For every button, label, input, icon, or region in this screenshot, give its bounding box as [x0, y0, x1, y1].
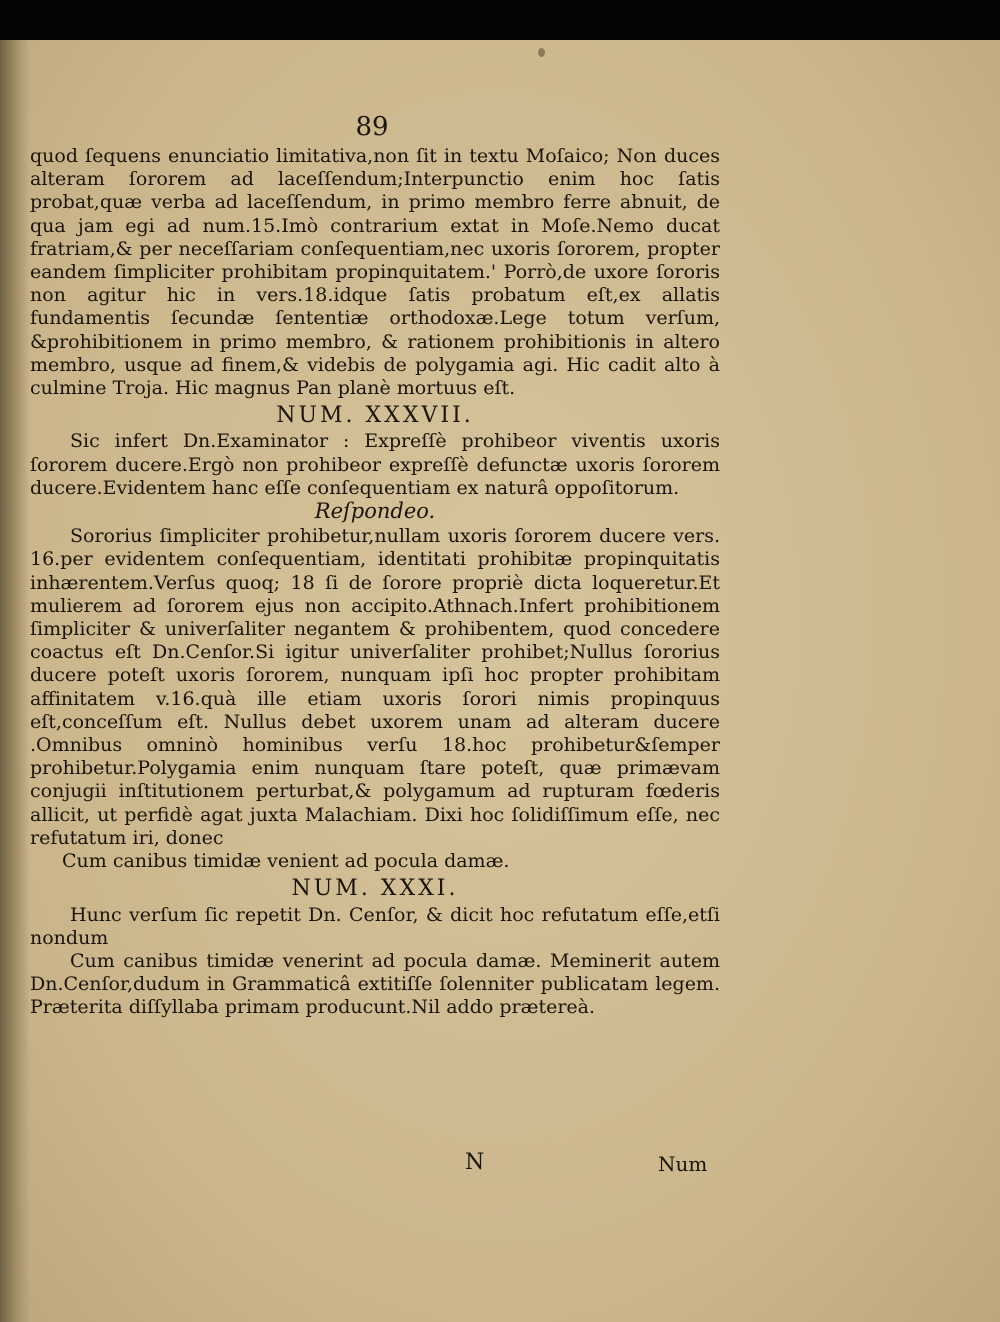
ink-spot [538, 48, 545, 57]
page-gutter-shadow [0, 40, 30, 1322]
book-page [0, 40, 1000, 1322]
paragraph-2: Sic infert Dn.Examinator : Expreſſè prohibeor viventis uxoris ſororem ducere.Ergò non prohibeor expreſſè defunctæ uxoris ſororem ducere.Evidentem hanc eſſe conſequentiam ex naturâ oppoſitorum. [30, 430, 720, 499]
respondeo-heading: Reſpondeo. [314, 499, 436, 524]
catchword: Num [658, 1152, 708, 1176]
paragraph-3: Sororius ſimpliciter prohibetur,nullam uxoris ſororem ducere vers. 16.per evidentem conſequentiam, identitati prohibitæ propinquitatis inhærentem.Verſus quoq; 18 ſi de ſorore propriè dicta loqueretur.Et mulierem ad ſororem ejus non accipito.Athnach.Infert prohibitionem ſimpliciter & univerſaliter negantem & prohibentem, quod concedere coactus eſt Dn.Cenſor.Si igitur univerſaliter prohibet;Nullus ſororius ducere poteſt uxoris ſororem, nunquam ipſi hoc propter prohibitam affinitatem v.16.quà ille etiam uxoris ſorori nimis propinquus eſt,conceſſum eſt. Nullus debet uxorem unam ad alteram ducere .Omnibus omninò hominibus verſu 18.hoc prohibetur&ſemper prohibetur.Polygamia enim nunquam ſtare poteſt, quæ primævam conjugii inſtitutionem perturbat,& polygamum ad rupturam fœderis allicit, ut perfidè agat juxta Malachiam. Dixi hoc ſolidiſſimum eſſe, nec refutatum iri, donec [30, 525, 720, 849]
paragraph-4: Hunc verſum ſic repetit Dn. Cenſor, & dicit hoc refutatum eſſe,etſi nondum [30, 903, 720, 949]
paragraph-1: quod ſequens enunciatio limitativa,non ſit in textu Moſaico; Non duces alteram ſororem ad laceſſendum;Interpunctio enim hoc ſatis probat,quæ verba ad laceſſendum, in primo membro ferre abnuit, de qua jam egi ad num.15.Imò contrarium extat in Moſe.Nemo ducat fratriam,& per neceſſariam conſequentiam,nec uxoris ſororem, propter eandem ſimpliciter prohibitam propinquitatem.' Porrò,de uxore ſororis non agitur hic in vers.18.idque ſatis probatum eſt,ex allatis fundamentis ſecundæ ſententiæ orthodoxæ.Lege totum verſum, &prohibitionem in primo membro, & rationem prohibitionis in altero membro, usque ad finem,& videbis de polygamia agi. Hic cadit alto à culmine Troja. Hic magnus Pan planè mortuus eſt. [30, 145, 720, 400]
section-heading-31: NUM. XXXI. [291, 876, 459, 902]
signature-mark: N [465, 1150, 485, 1175]
paragraph-5: Cum canibus timidæ venerint ad pocula damæ. Meminerit autem Dn.Cenſor,dudum in Grammaticâ extitiſſe ſolenniter publicatam legem. Præterita diſſyllaba primam producunt.Nil addo prætereà. [30, 949, 720, 1019]
body-text [30, 145, 720, 1020]
section-heading-37: NUM. XXXVII. [276, 403, 474, 429]
quotation-line-1: Cum canibus timidæ venient ad pocula damæ. [62, 850, 510, 873]
page-number: 89 [355, 112, 389, 142]
